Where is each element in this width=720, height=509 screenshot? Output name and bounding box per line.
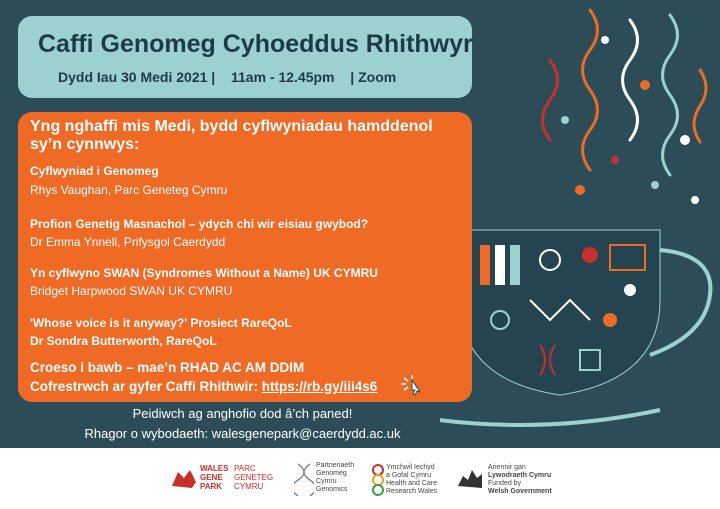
logo-text: a Gofal Cymru <box>386 472 432 479</box>
logo-text: PARC <box>234 464 256 473</box>
talk-speaker: Rhys Vaughan, Parc Geneteg Cymru <box>30 183 228 197</box>
logo-text: Health and Care <box>386 480 437 487</box>
info-text: Rhagor o wybodaeth: walesgenepark@caerdydd.ac.uk <box>84 426 401 441</box>
dragon-crest-icon <box>456 464 484 492</box>
logo-text: Research Wales <box>386 488 438 495</box>
event-location: | Zoom <box>350 69 397 85</box>
talk-title: Yn cyflwyno SWAN (Syndromes Without a Name) UK CYMRU <box>30 266 378 280</box>
program-intro: Yng nghaffi mis Medi, bydd cyflwyniadau hamddenol sy’n cynnwys: <box>30 118 433 153</box>
event-dateline <box>58 69 396 85</box>
register-line <box>30 379 377 394</box>
logo-text: PARK <box>200 482 223 491</box>
event-time: 11am - 12.45pm <box>230 69 335 85</box>
register-text: Cofrestrwch ar gyfer Caffi Rhithwir: <box>30 379 259 394</box>
logo-text: Genomics <box>316 486 348 493</box>
talk-title: Profion Genetig Masnachol – ydych chi wir eisiau gwybod? <box>30 217 369 231</box>
logo-text: Genomeg <box>316 470 347 477</box>
logo-text: GENE <box>200 473 223 482</box>
talk-speaker: Bridget Harpwood SWAN UK CYMRU <box>30 284 233 298</box>
program-box <box>18 112 472 402</box>
health-care-research-wales-logo <box>372 460 452 498</box>
welcome-text: Croeso i bawb – mae’n RHAD AC AM DDIM <box>30 360 305 375</box>
logo-text: Ymchwil Iechyd <box>386 464 435 471</box>
logo-text: Cymru <box>316 478 337 485</box>
register-link[interactable]: https://rb.gy/iii4s6 <box>261 379 378 394</box>
talk-title: Cyflwyniad i Genomeg <box>30 164 159 178</box>
welsh-government-logo <box>456 460 556 498</box>
logo-text: Lywodraeth Cymru <box>488 472 552 479</box>
genomics-partnership-logo <box>294 460 366 498</box>
talk-speaker: Dr Emma Ynnell, Prifysgol Caerdydd <box>30 235 226 249</box>
wales-gene-park-logo <box>170 460 280 498</box>
page-title: Caffi Genomeg Cyhoeddus Rhithwyr <box>38 30 473 58</box>
logo-text: GENETEG <box>234 473 274 482</box>
title-box <box>18 16 472 98</box>
logo-text: WALES <box>200 464 229 473</box>
logo-text: Partneriaeth <box>316 462 355 469</box>
logo-text: Ariennir gan <box>488 464 526 471</box>
talk-speaker: Dr Sondra Butterworth, RareQoL <box>30 334 217 348</box>
coffee-cup-science-illustration <box>440 0 720 448</box>
logo-text: Welsh Government <box>488 488 552 495</box>
reminder-text: Peidiwch ag anghofio dod â’ch paned! <box>132 406 353 421</box>
event-date: Dydd Iau 30 Medi 2021 | <box>58 69 216 85</box>
hcrw-icon <box>372 462 384 496</box>
logo-text: CYMRU <box>234 482 264 491</box>
talk-title: 'Whose voice is it anyway?' Prosiect RareQoL <box>30 316 292 330</box>
dna-helix-icon <box>294 462 314 496</box>
dragon-icon <box>170 466 198 492</box>
logo-text: Funded by <box>488 480 522 487</box>
click-cursor-icon <box>398 374 428 396</box>
